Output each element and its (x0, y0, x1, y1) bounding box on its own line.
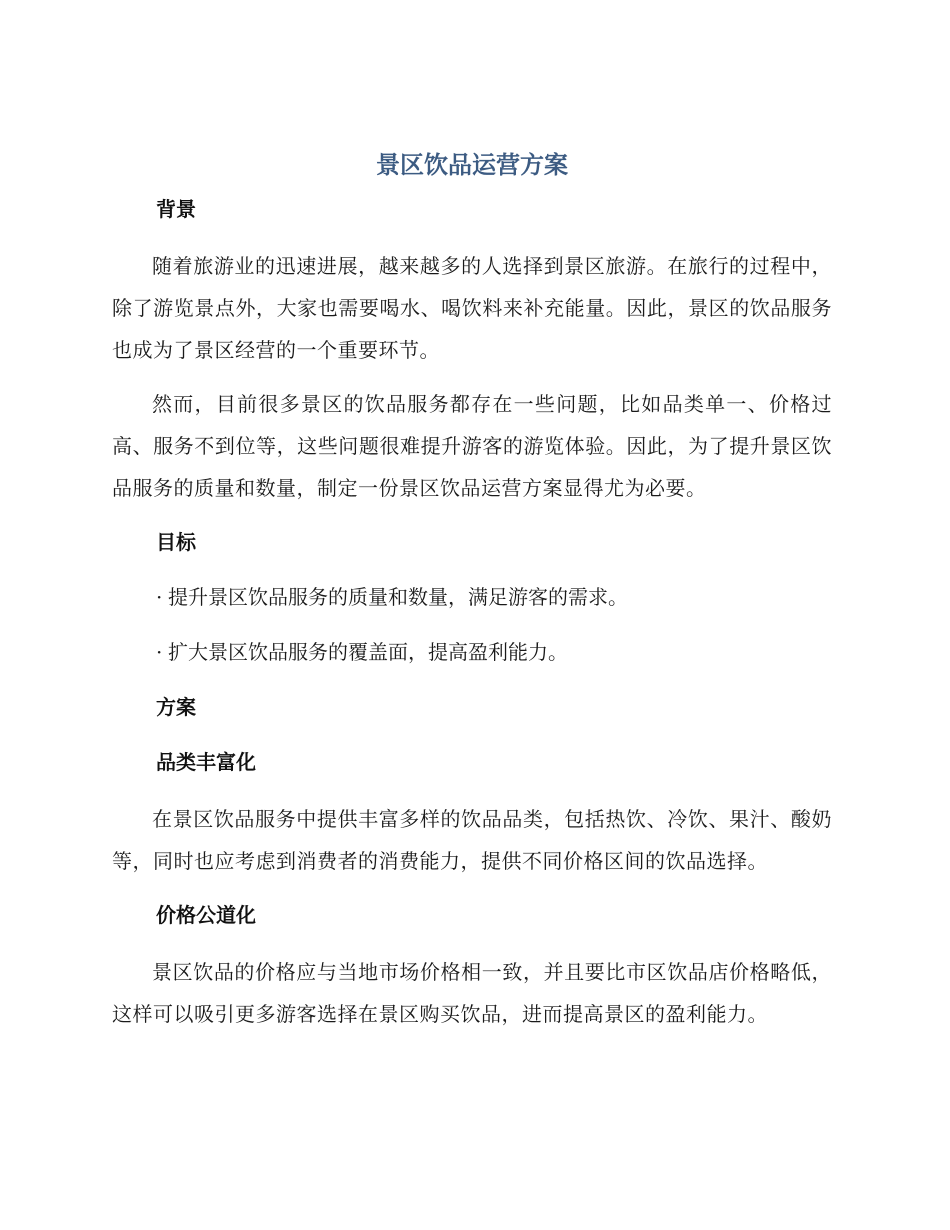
goal-item-text: 提升景区饮品服务的质量和数量，满足游客的需求。 (168, 585, 628, 609)
section-heading-plan: 方案 (156, 695, 196, 719)
bullet-dot-icon: · (156, 640, 163, 664)
bullet-dot-icon: · (156, 585, 163, 609)
background-paragraph-2: 然而，目前很多景区的饮品服务都存在一些问题，比如品类单一、价格过高、服务不到位等，这些问题很难提升游客的游览体验。因此，为了提升景区饮品服务的质量和数量，制定一份景区饮品运营方案显得尤为必要。 (112, 392, 832, 500)
subsection-heading-variety: 品类丰富化 (156, 750, 256, 774)
document-title: 景区饮品运营方案 (376, 151, 568, 179)
goal-item (112, 582, 832, 612)
goal-item-text: 扩大景区饮品服务的覆盖面，提高盈利能力。 (168, 640, 568, 664)
background-paragraph-1: 随着旅游业的迅速进展，越来越多的人选择到景区旅游。在旅行的过程中，除了游览景点外，大家也需要喝水、喝饮料来补充能量。因此，景区的饮品服务也成为了景区经营的一个重要环节。 (112, 254, 832, 362)
goal-item (112, 637, 832, 667)
section-heading-background: 背景 (156, 197, 196, 221)
pricing-paragraph: 景区饮品的价格应与当地市场价格相一致，并且要比市区饮品店价格略低，这样可以吸引更多游客选择在景区购买饮品，进而提高景区的盈利能力。 (112, 960, 832, 1026)
section-heading-goals: 目标 (156, 530, 196, 554)
variety-paragraph: 在景区饮品服务中提供丰富多样的饮品品类，包括热饮、冷饮、果汁、酸奶等，同时也应考虑到消费者的消费能力，提供不同价格区间的饮品选择。 (112, 807, 832, 873)
subsection-heading-pricing: 价格公道化 (156, 903, 256, 927)
